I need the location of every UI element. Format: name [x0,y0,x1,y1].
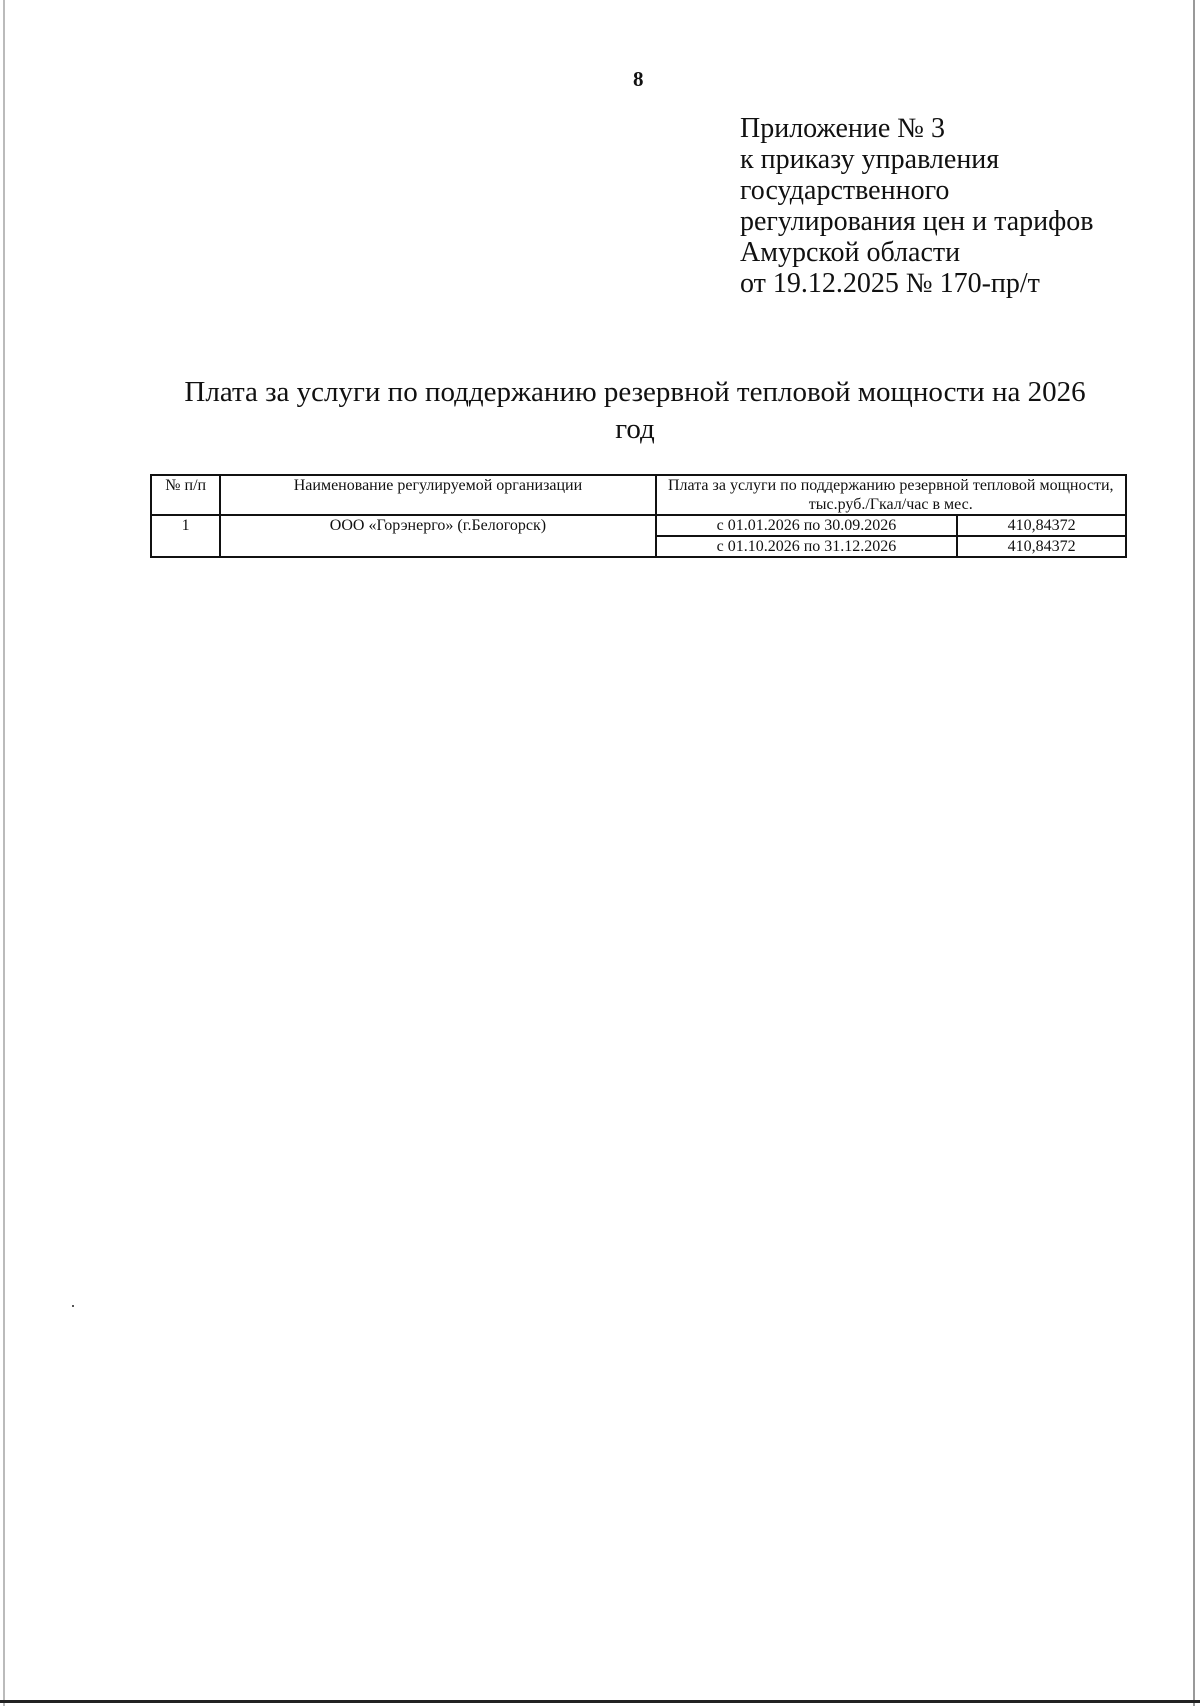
row-period: с 01.01.2026 по 30.09.2026 [656,515,958,536]
document-title-line: Плата за услуги по поддержанию резервной тепловой мощности на 2026 [184,376,1086,408]
row-number: 1 [151,515,220,557]
page-number: 8 [633,67,644,91]
scan-edge-bottom [0,1700,1200,1703]
header-organization: Наименование регулируемой организации [220,475,655,515]
row-organization: ООО «Горэнерго» (г.Белогорск) [220,515,655,557]
table-header-row [151,475,1126,515]
appendix-line: Амурской области [740,237,961,268]
scan-edge-right [1193,0,1195,1706]
appendix-line: от 19.12.2025 № 170-пр/т [740,268,1040,299]
document-title [150,374,1120,448]
scan-edge-left [3,0,5,1706]
row-period: с 01.10.2026 по 31.12.2026 [656,536,958,557]
appendix-line: регулирования цен и тарифов [740,206,1094,237]
scan-speck [72,1305,74,1307]
table-row [151,515,1126,536]
appendix-line: Приложение № 3 [740,113,945,144]
row-value: 410,84372 [957,536,1126,557]
header-number: № п/п [151,475,220,515]
tariff-table [150,474,1127,558]
row-value: 410,84372 [957,515,1126,536]
appendix-block [740,113,1094,299]
appendix-line: к приказу управления [740,144,1000,175]
document-title-line: год [615,413,655,445]
header-fee: Плата за услуги по поддержанию резервной тепловой мощности, тыс.руб./Гкал/час в мес. [656,475,1126,515]
appendix-line: государственного [740,175,950,206]
